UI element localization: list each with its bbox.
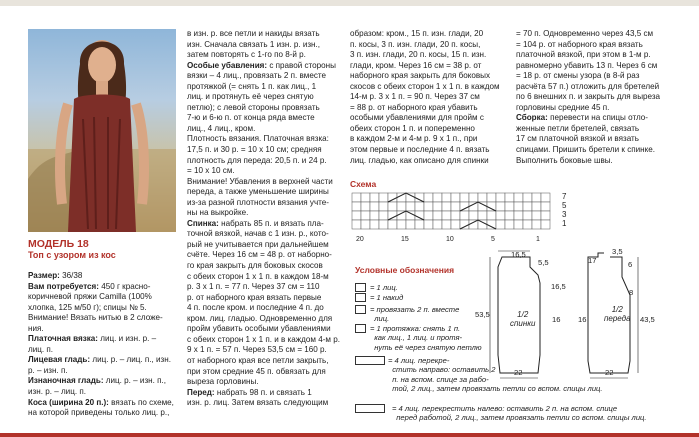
legend-symbol	[355, 404, 385, 413]
scheme-cell	[433, 220, 442, 229]
scheme-cell	[406, 202, 415, 211]
scheme-cell	[352, 202, 361, 211]
back-dim-armhole: 16,5	[551, 282, 566, 291]
scheme-cell	[370, 220, 379, 229]
scheme-cell	[469, 193, 478, 202]
scheme-cell	[496, 193, 505, 202]
scheme-cell	[397, 202, 406, 211]
scheme-cell	[532, 202, 541, 211]
scheme-cell	[388, 220, 397, 229]
text-line: 17 см платочной вязкой и вязать	[516, 134, 639, 144]
front-label: 1/2 переда	[604, 305, 631, 324]
scheme-cell	[433, 211, 442, 220]
front-dim-neck: 8	[629, 288, 634, 297]
scheme-chart	[350, 191, 560, 237]
scheme-cell	[424, 211, 433, 220]
text-line: 7-ю и 6-ю п. от конца ряда вместе	[187, 113, 315, 123]
text-line: Платочная вязка: лиц. и изн. р. –	[28, 334, 157, 344]
text-line: протяжкой (= снять 1 п. как лиц., 1	[187, 81, 317, 91]
front-dim-bottom: 22	[605, 368, 614, 377]
text-line: лиц. гладью, как описано для спинки	[350, 155, 489, 165]
scheme-cell	[469, 202, 478, 211]
text-line: хлопка, 125 м/50 г); спицы № 5.	[28, 302, 147, 312]
text-line: в изн. р. все петли и накиды вязать	[187, 29, 320, 38]
text-line: = 88 р. от наборного края убавить	[350, 102, 478, 112]
text-line: из-за разной плотности вязания учте-	[187, 197, 329, 207]
scheme-cell	[541, 202, 550, 211]
text-line: го края закрыть для боковых скосов	[187, 261, 323, 271]
text-line: Спинка: набрать 85 п. и вязать пла-	[187, 218, 324, 228]
text-line: с обеих сторон 1 х 1 п. в каждом 18-м	[187, 271, 329, 281]
scheme-cell	[415, 220, 424, 229]
front-dim-side: 16	[578, 315, 587, 324]
text-line: р. 3 х 1 п. = 77 п. Через 37 см = 110	[187, 282, 320, 292]
back-dim-width: 16,5	[511, 250, 526, 259]
text-line: изн. р. – лиц. п.	[28, 387, 86, 397]
text-line: точной вязкой, начав с 1 изн. р., кото-	[187, 229, 329, 239]
text-line: переда, а также уменьшение ширины	[187, 187, 329, 197]
scheme-cell	[424, 220, 433, 229]
scheme-cell	[442, 202, 451, 211]
legend-item: = 1 протяжка: снять 1 п. как лиц., 1 лиц. и протя- нуть её через снятую петлю	[370, 324, 482, 352]
scheme-title: Схема	[350, 179, 377, 189]
scheme-cell	[487, 193, 496, 202]
back-dim-shoulder: 5,5	[538, 258, 549, 267]
scheme-cell	[514, 202, 523, 211]
scheme-cell	[352, 193, 361, 202]
scheme-cell	[451, 220, 460, 229]
scheme-cell	[415, 193, 424, 202]
scheme-cell	[361, 211, 370, 220]
column-4	[516, 29, 660, 166]
legend-title: Условные обозначения	[355, 265, 455, 275]
legend-item: = 1 накид	[370, 293, 404, 302]
text-line: = 104 р. от наборного края вязать	[516, 39, 643, 49]
text-line: кром. лиц. гладью. Одновременно для	[187, 313, 333, 323]
scheme-cell	[406, 193, 415, 202]
scheme-row-number: 1	[562, 219, 567, 228]
scheme-cell	[406, 220, 415, 229]
scheme-cell	[415, 211, 424, 220]
text-line: обеих сторон 1 п. и попеременно	[350, 123, 475, 133]
text-line: глади, кром. Через 16 см = 38 р. от	[350, 60, 482, 70]
text-line: при этом средние 45 п. обвязать для	[187, 366, 326, 376]
text-line: платочной вязкой, при этом в 1-м р.	[516, 50, 651, 60]
front-dim-shoulder: 6	[628, 260, 633, 269]
text-line: Лицевая гладь: лиц. р. – лиц. п., изн.	[28, 355, 171, 365]
text-line: счёте. Через 16 см = 48 р. от наборно-	[187, 250, 332, 260]
text-line: Вам потребуется: 450 г красно-	[28, 281, 151, 291]
text-line: изн. Сначала связать 1 изн. р. изн.,	[187, 39, 321, 49]
scheme-cell	[415, 202, 424, 211]
scheme-cell	[424, 202, 433, 211]
back-dim-side: 16	[552, 315, 561, 324]
text-line: Внимание! Вязать нитью в 2 сложе-	[28, 313, 163, 323]
scheme-cell	[370, 211, 379, 220]
text-line: = 70 п. Одновременно через 43,5 см	[516, 29, 654, 38]
scheme-cell	[361, 193, 370, 202]
text-line: = 18 р. от смены узора (в 8-й раз	[516, 71, 640, 81]
text-line: 14-м р. 3 х 1 п. = 90 п. Через 37 см	[350, 92, 480, 102]
scheme-row-number: 5	[562, 201, 567, 210]
back-dim-bottom: 22	[514, 368, 523, 377]
scheme-cell	[541, 211, 550, 220]
text-line: на которой приведены только лиц. р.,	[28, 408, 170, 418]
legend-item: = 1 лиц.	[370, 283, 398, 292]
text-line: рый не учитывается при дальнейшем	[187, 239, 329, 249]
scheme-cell	[397, 211, 406, 220]
scheme-cell	[496, 211, 505, 220]
scheme-cell	[478, 193, 487, 202]
legend-symbol	[355, 356, 385, 365]
scheme-cell	[460, 193, 469, 202]
text-line: лиц. и протянуть её через снятую	[187, 92, 314, 102]
scheme-cell	[397, 193, 406, 202]
scheme-cell	[379, 211, 388, 220]
scheme-cell	[478, 202, 487, 211]
text-line: п. косы, 3 п. изн. глади, 20 п. косы,	[350, 39, 481, 49]
text-line: горловины средние 45 п.	[516, 102, 610, 112]
legend-symbol	[355, 283, 366, 292]
text-line: лиц. п.	[28, 344, 54, 354]
text-line: р. от наборного края вязать первые	[187, 292, 322, 302]
scheme-cell	[469, 211, 478, 220]
front-dim-height: 43,5	[640, 315, 655, 324]
scheme-column-label: 20	[356, 236, 364, 243]
scheme-cell	[379, 220, 388, 229]
scheme-cell	[442, 193, 451, 202]
text-line: выреза горловины.	[187, 377, 259, 387]
text-line: Изнаночная гладь: лиц. р. – изн. п.,	[28, 376, 167, 386]
scheme-cell	[487, 202, 496, 211]
scheme-cell	[523, 211, 532, 220]
text-line: Выполнить боковые швы.	[516, 155, 613, 165]
scheme-cell	[523, 202, 532, 211]
legend-item: = провязать 2 п. вместе лиц.	[370, 305, 460, 324]
text-line: затем повторять с 1-го по 8-й р.	[187, 50, 306, 60]
legend-item: = 4 лиц. перекрестить налево: оставить 2 п. на вспом. спице перед работой, 2 лиц., затем провязать петли со вспом. спицы лиц.	[392, 404, 647, 423]
text-line: женные петли бретелей, связать	[516, 123, 640, 133]
scheme-cell	[541, 193, 550, 202]
text-line: Коса (ширина 20 п.): вязать по схеме,	[28, 397, 174, 407]
text-line: этом первые и последние 4 п. вязать	[350, 145, 490, 155]
scheme-cell	[406, 211, 415, 220]
scheme-cell	[532, 211, 541, 220]
column-2	[187, 29, 340, 409]
scheme-cell	[487, 220, 496, 229]
text-line: изн. р. лиц. Затем вязать следующим	[187, 398, 329, 408]
legend-symbol	[355, 293, 366, 302]
text-line: 9 х 1 п. = 57 п. Через 53,5 см = 160 р.	[187, 345, 327, 355]
scheme-cell	[514, 193, 523, 202]
scheme-cell	[505, 202, 514, 211]
scheme-cell	[505, 220, 514, 229]
scheme-cell	[532, 193, 541, 202]
scheme-row-number: 7	[562, 192, 567, 201]
scheme-cell	[370, 202, 379, 211]
scheme-cell	[388, 211, 397, 220]
front-dim-top: 17	[588, 256, 597, 265]
scheme-cell	[460, 202, 469, 211]
text-line: с обеих сторон 1 х 1 п. и в каждом 4-м р.	[187, 334, 340, 344]
scheme-row-number: 3	[562, 210, 567, 219]
scheme-cell	[478, 211, 487, 220]
model-title: МОДЕЛЬ 18	[28, 238, 89, 250]
text-line: ния.	[28, 323, 44, 333]
scheme-cell	[451, 193, 460, 202]
text-line: Внимание! Убавления в верхней части	[187, 176, 333, 186]
scheme-cell	[487, 211, 496, 220]
scheme-cell	[469, 220, 478, 229]
legend-symbol	[355, 305, 366, 314]
scheme-cell	[451, 211, 460, 220]
scheme-column-label: 1	[536, 236, 540, 243]
scheme-cell	[496, 202, 505, 211]
text-line: вязки – 4 лиц., провязать 2 п. вместе	[187, 71, 326, 81]
scheme-cell	[442, 211, 451, 220]
text-line: ны на выкройке.	[187, 208, 249, 218]
text-line: коричневой пряжи Camilla (100%	[28, 292, 152, 302]
scheme-cell	[514, 220, 523, 229]
scheme-cell	[361, 202, 370, 211]
scheme-cell	[541, 220, 550, 229]
front-dim-strap: 3,5	[612, 247, 623, 256]
back-dim-height: 53,5	[475, 310, 490, 319]
text-line: от наборного края все петли закрыть,	[187, 355, 329, 365]
scheme-cell	[379, 202, 388, 211]
scheme-column-label: 15	[401, 236, 409, 243]
text-line: 4 п. после кром. и последние 4 п. до	[187, 303, 324, 313]
text-line: Плотность вязания. Платочная вязка:	[187, 134, 329, 144]
column-1	[28, 271, 174, 419]
scheme-cell	[514, 211, 523, 220]
scheme-cell	[361, 220, 370, 229]
scheme-cell	[523, 193, 532, 202]
scheme-cell	[397, 220, 406, 229]
text-line: 3 п. изн. глади, 20 п. косы, 15 п. изн.	[350, 50, 487, 60]
scheme-cell	[388, 202, 397, 211]
scheme-cell	[352, 211, 361, 220]
model-subtitle: Топ с узором из кос	[28, 250, 116, 260]
text-line: наборного края закрыть для боковых	[350, 71, 491, 81]
text-line: лиц., 4 лиц., кром.	[187, 123, 256, 133]
scheme-cell	[523, 220, 532, 229]
text-line: пройм убавить особыми убавлениями	[187, 324, 331, 334]
legend-item: = 4 лиц. перекре- стить направо: оставить 2 п. на вспом. спице за рабо- той, 2 лиц., затем провязать петли со вспом. спицы лиц.	[388, 356, 603, 394]
bottom-bar	[0, 433, 699, 437]
model-photo	[28, 29, 176, 232]
scheme-cell	[352, 220, 361, 229]
scheme-cell	[505, 211, 514, 220]
text-line: равномерно убавить 13 п. Через 6 см	[516, 60, 658, 70]
text-line: = 10 х 10 см.	[187, 166, 235, 176]
scheme-cell	[433, 202, 442, 211]
text-line: расчёта 57 п.) отложить для бретелей	[516, 81, 660, 91]
legend-symbol	[355, 324, 366, 333]
scheme-column-label: 10	[446, 236, 454, 243]
scheme-cell	[532, 220, 541, 229]
scheme-cell	[379, 193, 388, 202]
top-strip	[0, 0, 699, 6]
scheme-cell	[478, 220, 487, 229]
back-label: 1/2 спинки	[510, 310, 536, 329]
scheme-cell	[496, 220, 505, 229]
scheme-cell	[505, 193, 514, 202]
text-line: р. – изн. п.	[28, 365, 68, 375]
scheme-column-label: 5	[491, 236, 495, 243]
text-line: петлю); с левой стороны провязать	[187, 102, 320, 112]
text-line: в каждом 2-м и 4-м р. 9 х 1 п., при	[350, 134, 478, 144]
scheme-cell	[460, 220, 469, 229]
text-line: Сборка: перевести на спицы отло-	[516, 113, 648, 123]
text-line: 17,5 п. и 30 р. = 10 х 10 см; средняя	[187, 145, 322, 155]
text-line: плотность для переда: 20,5 п. и 24 р.	[187, 155, 327, 165]
scheme-cell	[442, 220, 451, 229]
scheme-cell	[451, 202, 460, 211]
text-line: по 6 внешних п. и закрыть для выреза	[516, 92, 661, 102]
scheme-cell	[370, 193, 379, 202]
text-line: спицами. Пришить бретели к спинке.	[516, 145, 656, 155]
text-line: особыми убавлениями для пройм с	[350, 113, 484, 123]
text-line: скосов с обеих сторон 1 х 1 п. в каждом	[350, 81, 500, 91]
column-3	[350, 29, 500, 166]
scheme-cell	[460, 211, 469, 220]
text-line: Перед: набрать 98 п. и связать 1	[187, 387, 312, 397]
text-line: Размер: 36/38	[28, 271, 83, 280]
scheme-cell	[424, 193, 433, 202]
text-line: Особые убавления: с правой стороны	[187, 60, 336, 70]
text-line: образом: кром., 15 п. изн. глади, 20	[350, 29, 484, 38]
scheme-cell	[433, 193, 442, 202]
scheme-cell	[388, 193, 397, 202]
